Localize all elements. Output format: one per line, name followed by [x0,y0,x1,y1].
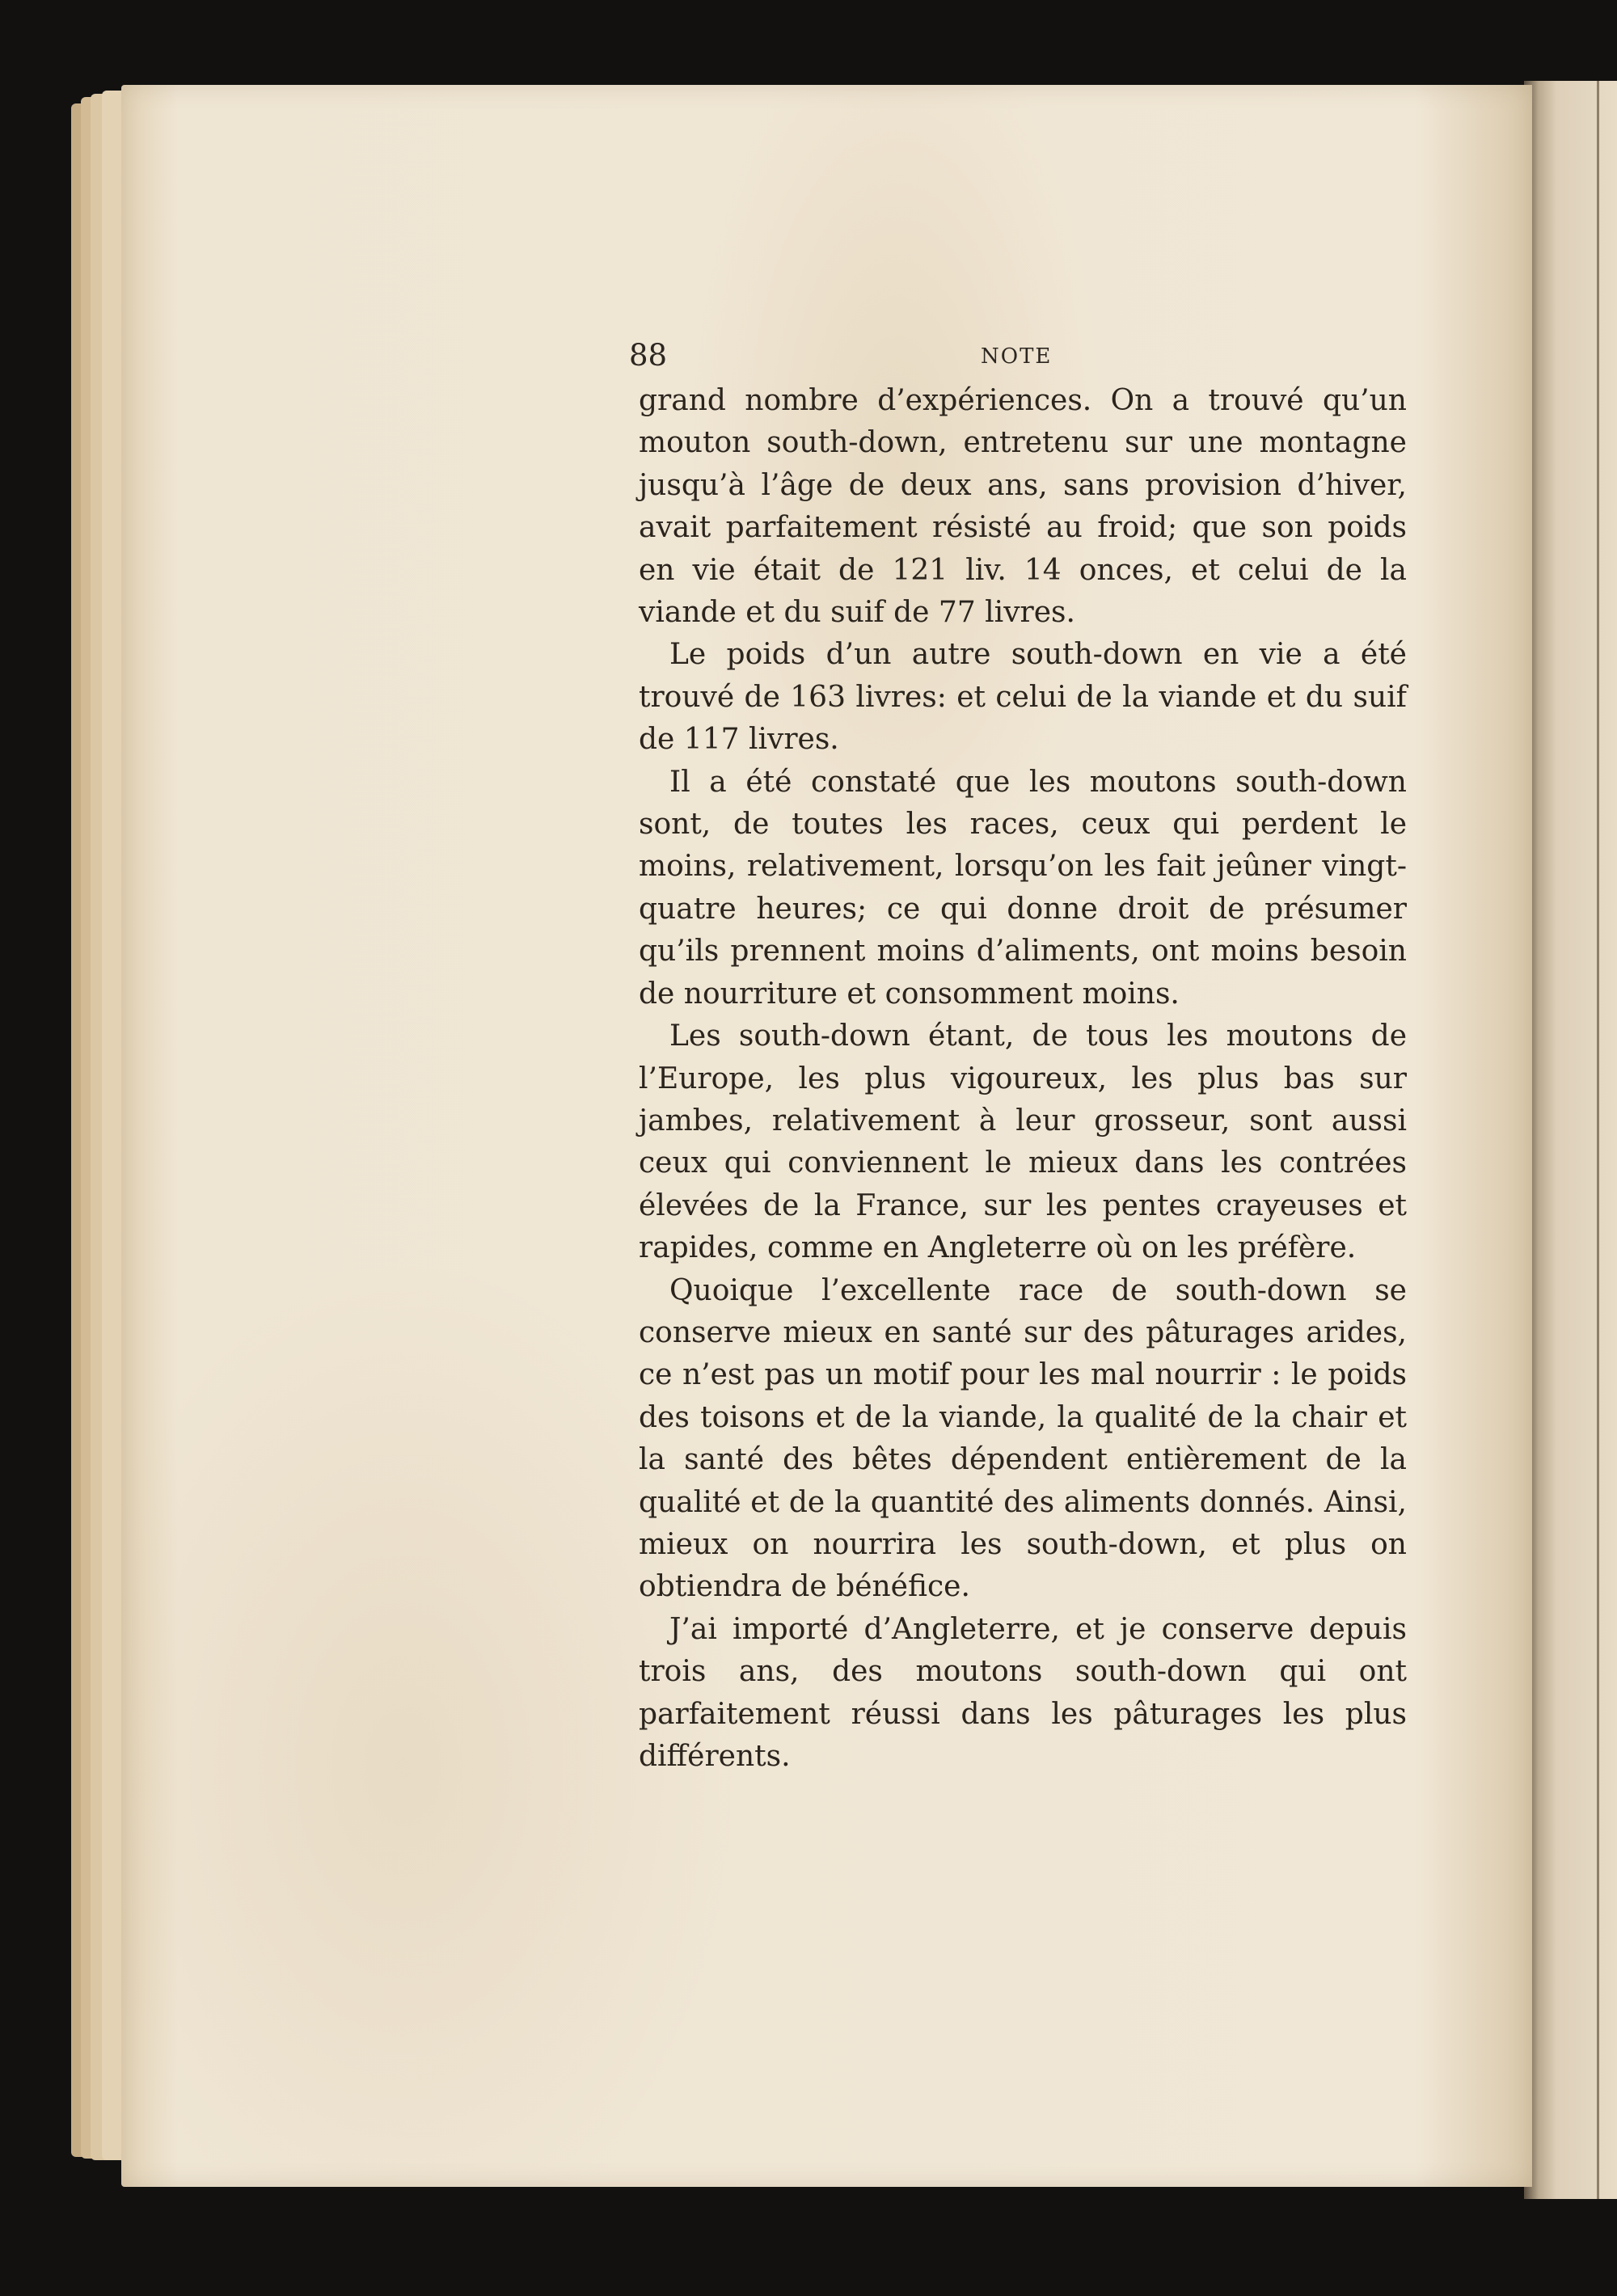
running-title: NOTE [981,344,1053,369]
page-header [629,338,1407,377]
paragraph: Il a été constaté que les moutons south-down sont, de toutes les races, ceux qui perdent le moins, relativement, lorsqu’on les fait jeûner vingt-quatre heures; ce qui donne droit de présumer qu’ils prennent moins d’aliments, ont moins besoin de nourriture et consomment moins. [639,765,1407,1011]
paragraph: Les south-down étant, de tous les moutons de l’Europe, les plus vigoureux, les plus bas sur jambes, relativement à leur grosseur, sont aussi ceux qui conviennent le mieux dans les contrées élevées de la France, sur les pentes crayeuses et rapides, comme en Angleterre où on les préfère. [639,1019,1407,1265]
paragraph: J’ai importé d’Angleterre, et je conserve depuis trois ans, des moutons south-down qui ont parfaitement réussi dans les pâturages les plus différents. [639,1612,1407,1773]
paragraph: Quoique l’excellente race de south-down se conserve mieux en santé sur des pâturages arides, ce n’est pas un motif pour les mal nourrir : le poids des toisons et de la viande, la qualité de la chair et la santé des bêtes dépendent entièrement de la qualité et de la quantité des aliments donnés. Ainsi, mieux on nourrira les south-down, et plus on obtiendra de bénéfice. [639,1273,1407,1604]
paragraph: Le poids d’un autre south-down en vie a été trouvé de 163 livres: et celui de la viande et du suif de 117 livres. [639,638,1407,757]
facing-page-edge [1524,81,1617,2199]
body-text [639,380,1407,1778]
page-number: 88 [629,338,668,373]
facing-page-border [1597,81,1599,2199]
paragraph-continued: grand nombre d’expériences. On a trouvé qu’un mouton south-down, entretenu sur une montagne jusqu’à l’âge de deux ans, sans provision d’hiver, avait parfaitement résisté au froid; que son poids en vie était de 121 liv. 14 onces, et celui de la viande et du suif de 77 livres. [639,384,1407,630]
